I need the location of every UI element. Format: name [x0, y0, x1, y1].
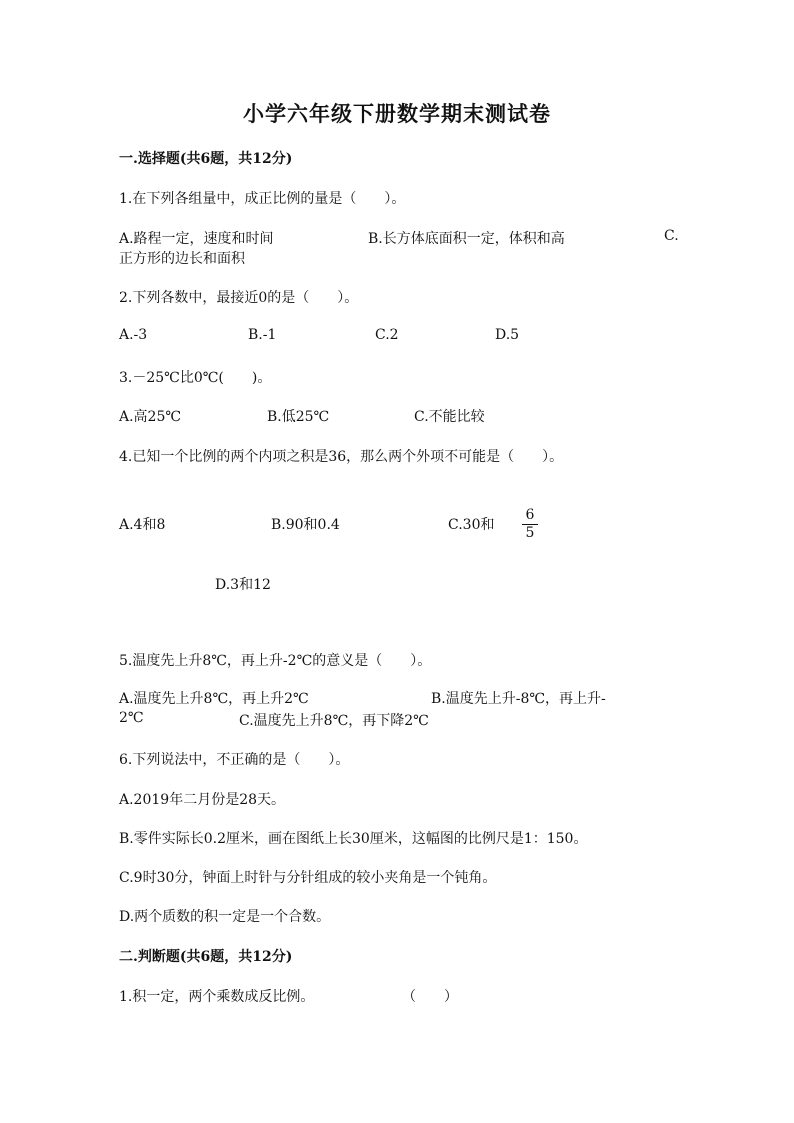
fraction-six-fifths	[522, 508, 538, 541]
fraction-denominator: 5	[525, 525, 535, 541]
page-title: 小学六年级下册数学期末测试卷	[243, 101, 551, 126]
option-c: C.30和	[448, 517, 495, 533]
question-stem: 3.－25℃比0℃( )。	[119, 370, 272, 386]
option-b: B.零件实际长0.2厘米，画在图纸上长30厘米，这幅图的比例尺是1：150。	[119, 831, 588, 847]
option-a: A.-3	[119, 327, 148, 343]
option-b: B.90和0.4	[271, 517, 340, 533]
answer-blank: （ ）	[402, 989, 458, 1005]
option-a: A.2019年二月份是28天。	[119, 792, 286, 808]
option-b: B.长方体底面积一定，体积和高	[368, 231, 565, 247]
option-c: C.不能比较	[414, 409, 485, 425]
option-a: A.4和8	[119, 517, 166, 533]
option-c: C.9时30分，钟面上时针与分针组成的较小夹角是一个钝角。	[119, 870, 497, 886]
option-c-label: C.	[664, 228, 679, 244]
option-d: D.5	[495, 327, 520, 343]
option-c-text: 正方形的边长和面积	[119, 251, 245, 267]
section-heading-judgement: 二.判断题(共6题，共12分)	[119, 949, 293, 965]
option-a: A.温度先上升8℃，再上升2℃	[119, 691, 309, 707]
question-stem: 2.下列各数中，最接近0的是（ ）。	[119, 290, 359, 306]
option-b: B.温度先上升-8℃，再上升-	[431, 691, 606, 707]
option-d: D.两个质数的积一定是一个合数。	[119, 909, 331, 925]
question-stem: 6.下列说法中，不正确的是（ ）。	[119, 752, 350, 768]
fraction-numerator: 6	[525, 507, 535, 523]
option-b: B.低25℃	[267, 409, 330, 425]
option-b: B.-1	[248, 327, 277, 343]
question-stem: 5.温度先上升8℃，再上升-2℃的意义是（ ）。	[119, 653, 432, 669]
option-c: C.2	[375, 327, 399, 343]
question-stem: 1.在下列各组量中，成正比例的量是（ ）。	[119, 191, 406, 207]
option-b-continued: 2℃	[119, 710, 144, 726]
section-heading-choice: 一.选择题(共6题，共12分)	[119, 151, 293, 167]
option-c: C.温度先上升8℃，再下降2℃	[239, 713, 429, 729]
option-a: A.高25℃	[119, 409, 182, 425]
option-a: A.路程一定，速度和时间	[119, 231, 274, 247]
option-d: D.3和12	[215, 577, 271, 593]
question-stem: 4.已知一个比例的两个内项之积是36，那么两个外项不可能是（ ）。	[119, 449, 564, 465]
question-stem: 1.积一定，两个乘数成反比例。	[119, 989, 315, 1005]
